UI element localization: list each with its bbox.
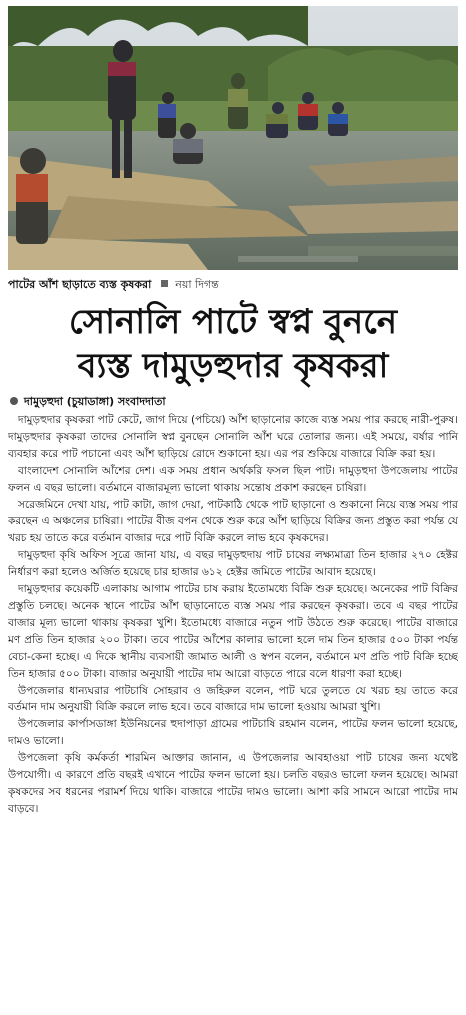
bullet-icon: [10, 397, 18, 405]
article-paragraph: দামুড়হুদার কয়েকটি এলাকায় আগাম পাটের চাষ করায় ইতোমধ্যে বিক্রি শুরু হয়েছে। অনেকের পাট বিক্রির প্রস্তুতি চলছে। অনেক স্থানে পাটের আঁশ ছাড়ানোতে ব্যস্ত সময় পার করছেন কৃষকরা। তবে এ বছর পাটের বাজার মূল্য ভালো থাকায় কৃষকরা খুশি। ইতোমধ্যে বাজারে নতুন পাট উঠতে শুরু করেছে। পাটের বাজারে মণ প্রতি তিন হাজার ২০০ টাকা। তবে পাটের আঁশের কালার ভালো হলে দাম তিন হাজার ৫০০ টাকা পর্যন্ত বেচা-কেনা হচ্ছে। এ দিকে স্থানীয় ব্যবসায়ী জামাত আলী ও স্বপন বলেন, বর্তমানে মণ প্রতি পাট বিক্রি হচ্ছে তিন হাজার ৫০০ টাকা। বাজার অনুযায়ী পাটের দাম আরো বাড়তে পারে বলে ধারণা করা হচ্ছে।: [8, 583, 458, 680]
article-paragraph: বাংলাদেশ সোনালি আঁশের দেশ। এক সময় প্রধান অর্থকরি ফসল ছিল পাট। দামুড়হুদা উপজেলায় পাটের ফলন এ বছর ভালো। বর্তমানে বাজারমূল্য ভালো থাকায় সন্তোষ প্রকাশ করছেন চাষিরা।: [8, 464, 458, 494]
caption-text: পাটের আঁশ ছাড়াতে ব্যস্ত কৃষকরা: [8, 278, 152, 291]
caption-credit: নয়া দিগন্ত: [175, 278, 219, 291]
headline: [8, 300, 458, 388]
byline-text: দামুড়হুদা (চুয়াডাঙ্গা) সংবাদদাতা: [24, 395, 166, 408]
article-body: [8, 412, 458, 1008]
article-paragraph: দামুড়হুদা কৃষি অফিস সূত্রে জানা যায়, এ বছর দামুড়হুদায় পাট চাষের লক্ষ্যমাত্রা তিন হাজার ২৭০ হেক্টর নির্ধারণ করা হলেও অর্জিত হয়েছে চার হাজার ৬১২ হেক্টর জমিতে পাটের আবাদ হয়েছে।: [8, 549, 458, 579]
article-paragraph: উপজেলার কার্পাসডাঙ্গা ইউনিয়নের হুদাপাড়া গ্রামের পাটচাষি রহমান বলেন, পাটের ফলন ভালো হয়েছে, দামও ভালো।: [8, 718, 458, 748]
article-paragraph: সরেজমিনে দেখা যায়, পাট কাটা, জাগ দেয়া, পাটকাঠি থেকে পাট ছাড়ানো ও শুকানো নিয়ে ব্যস্ত সময় পার করছেন এ অঞ্চলের চাষিরা। পাটের বীজ বপন থেকে শুরু করে আঁশ ছাড়িয়ে বিক্রির জন্য প্রস্তুত করা পর্যন্ত যে খরচ হয় তাতে করে বর্তমান বাজার দরে পাট বিক্রি করলে লাভ হবে কৃষকদের।: [8, 498, 458, 545]
headline-line-1: সোনালি পাটে স্বপ্ন বুননে: [68, 302, 398, 342]
headline-line-2: ব্যস্ত দামুড়হুদার কৃষকরা: [77, 346, 389, 386]
article-paragraph: দামুড়হুদার কৃষকরা পাট কেটে, জাগ দিয়ে (পচিয়ে) আঁশ ছাড়ানোর কাজে ব্যস্ত সময় পার করছে নারী-পুরুষ। দামুড়হুদার কৃষকরা তাদের সোনালি স্বপ্ন বুনছেন সোনালি আঁশ ঘরে তোলার জন্য। এই সময়ে, বর্ষার পানি ব্যবহার করে পাট পচানো এবং আঁশ ছাড়িয়ে রোদে শুকানো হয়। এর পর শুকিয়ে বাজারে বিক্রি করা হয়।: [8, 414, 458, 460]
photo-caption: [8, 276, 458, 294]
news-photo: [8, 6, 458, 270]
square-bullet-icon: [161, 280, 168, 287]
byline: [8, 394, 458, 410]
article-paragraph: উপজেলা কৃষি কর্মকর্তা শারমিন আক্তার জানান, এ উপজেলার আবহাওয়া পাট চাষের জন্য যথেষ্ট উপযোগী। এ কারণে প্রতি বছরই এখানে পাটের ফলন ভালো হয়। চলতি বছরও ভালো ফলন হয়েছে। আমরা কৃষকদের সব ধরনের পরামর্শ দিয়ে থাকি। বাজারে পাটের দামও ভালো। আশা করি সামনে আরো পাটের দাম বাড়বে।: [8, 752, 458, 815]
jute-workers-photo: [8, 6, 458, 270]
article-paragraph: উপজেলার ধান্যঘরার পাটচাষি সোহরাব ও জহিরুল বলেন, পাট ঘরে তুলতে যে খরচ হয় তাতে করে বর্তমান দাম অনুযায়ী বিক্রি করলে লাভ হবে। তবে বাজারে দাম ভালো হওয়ায় আমরা খুশি।: [8, 684, 458, 714]
